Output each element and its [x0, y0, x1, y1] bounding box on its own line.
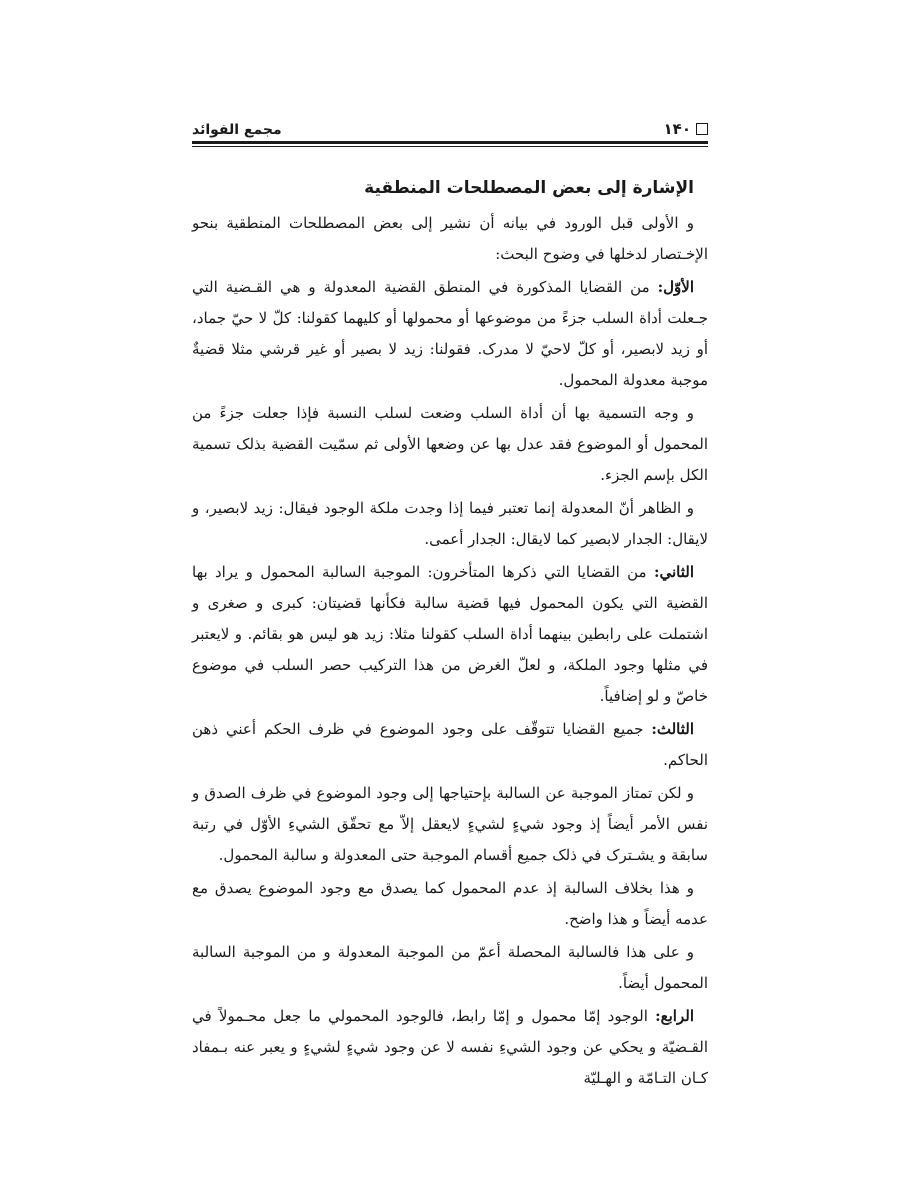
paragraph-text: الوجود إمّا محمول و إمّا رابط، فالوجود المحمولي ما جعل محـمولاً في القـضيّة و يحكي عن وجود الشيءِ نفسه لا عن وجود شيءٍ لشيءٍ و يعبر عنه بـمفاد كـان التـامّة و الهـليّة: [192, 1007, 708, 1087]
paragraph-lead: الثاني:: [653, 563, 694, 581]
paragraph: [192, 272, 708, 396]
page-number-text: ١۴٠: [663, 120, 691, 138]
page-number: [664, 120, 708, 138]
book-title: مجمع الفوائد: [192, 122, 282, 138]
section-title: الإشارة إلى بعض المصطلحات المنطقية: [364, 178, 694, 198]
paragraph-lead: الثالث:: [651, 720, 694, 738]
paragraph-text: من القضايا التي ذكرها المتأخرون: الموجبة السالبة المحمول و يراد بها القضية التي يكون المحمول فيها قضية سالبة فكأنها قضيتان: كبرى و صغرى و اشتملت على رابطين بينهما أداة السلب كقولنا مثلا: زيد هو ليس هو بقائم. و لايعتبر في مثلها وجود الملكة، و لعلّ الغرض من هذا التركيب حصر السلب في موضوع خاصّ و لو إضافياً.: [192, 563, 708, 705]
paragraph-lead: الرابع:: [655, 1007, 694, 1025]
square-icon: [696, 123, 708, 135]
paragraph-text: و لكن تمتاز الموجبة عن السالبة بإحتياجها إلى وجود الموضوع في ظرف الصدق و نفس الأمر أيضاً إذ وجود شيءٍ لشيءٍ لايعقل إلاّ مع تحقّق الشيءِ الأوّل في رتبة سابقة و يشـترک في ذلک جميع أقسام الموجبة حتى المعدولة و سالبة المحمول.: [192, 784, 708, 864]
paragraph: [192, 937, 708, 999]
paragraph: [192, 493, 708, 555]
paragraph-lead: الأوّل:: [657, 278, 694, 296]
paragraph-text: جميع القضايا تتوقّف على وجود الموضوع في ظرف الحكم أعني ذهن الحاكم.: [192, 720, 708, 769]
paragraph-text: و وجه التسمية بها أن أداة السلب وضعت لسلب النسبة فإذا جعلت جزءً من المحمول أو الموضوع فقد عدل بها عن وضعها الأولى ثم سمّيت القضية بذلک تسمية الكل بإسم الجزء.: [192, 404, 708, 484]
paragraph-text: و هذا بخلاف السالبة إذ عدم المحمول كما يصدق مع وجود الموضوع يصدق مع عدمه أيضاً و هذا واضح.: [192, 879, 708, 928]
paragraph: [192, 398, 708, 491]
paragraph: [192, 778, 708, 871]
paragraph: [192, 208, 708, 270]
paragraph-text: و على هذا فالسالبة المحصلة أعمّ من الموجبة المعدولة و من الموجبة السالبة المحمول أيضاً.: [192, 943, 708, 992]
paragraph-text: من القضايا المذكورة في المنطق القضية المعدولة و هي القـضية التي جـعلت أداة السلب جزءً من موضوعها أو محمولها أو كليهما كقولنا: كلّ لا حيّ جماد، أو زيد لابصير، أو كلّ لاحيّ لا مدرک. فقولنا: زيد لا بصير أو غير قرشي مثلا قضيةٌ موجبة معدولة المحمول.: [192, 278, 708, 389]
header-rule-thin: [192, 146, 708, 147]
paragraph-text: و الأولى قبل الورود في بيانه أن نشير إلى بعض المصطلحات المنطقية بنحو الإخـتصار لدخلها في وضوح البحث:: [192, 214, 708, 263]
paragraph: [192, 1001, 708, 1094]
page-content: [192, 174, 708, 1096]
paragraph-text: و الظاهر أنّ المعدولة إنما تعتبر فيما إذا وجدت ملكة الوجود فيقال: زيد لابصير، و لايقال: الجدار لابصير كما لايقال: الجدار أعمى.: [192, 499, 708, 548]
page-header: [192, 112, 708, 138]
paragraph: [192, 714, 708, 776]
header-rule-thick: [192, 141, 708, 144]
paragraph: [192, 557, 708, 712]
paragraph: [192, 873, 708, 935]
